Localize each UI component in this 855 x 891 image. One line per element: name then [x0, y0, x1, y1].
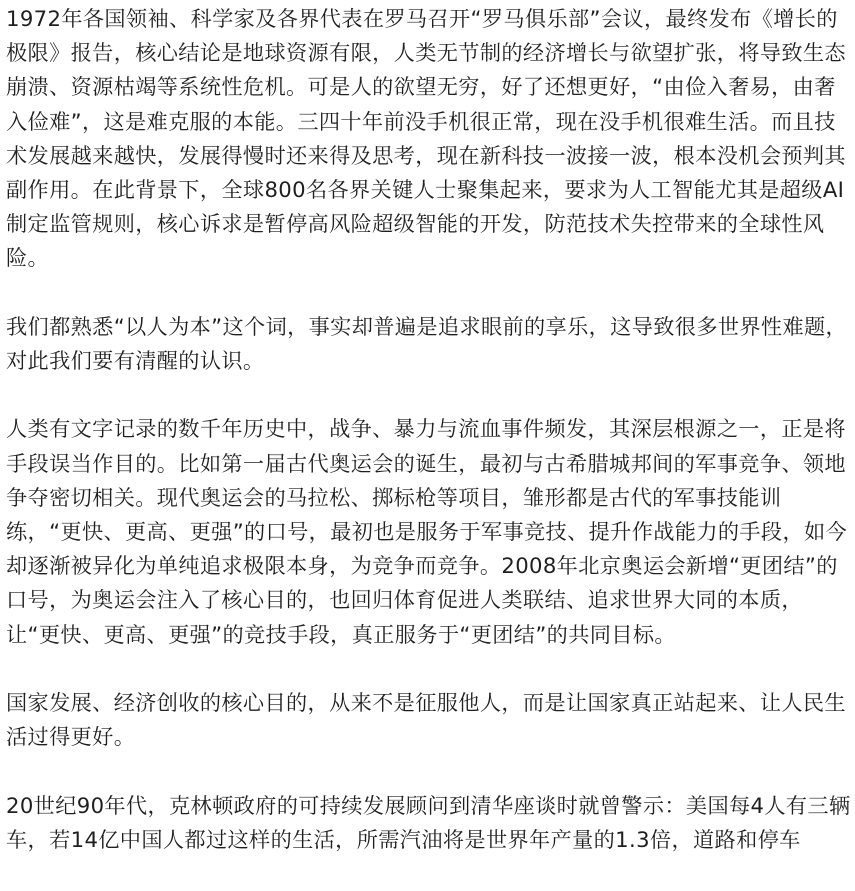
paragraph-clinton-advisor: 20世纪90年代，克林顿政府的可持续发展顾问到清华座谈时就曾警示：美国每4人有三辆车，若14亿中国人都过这样的生活，所需汽油将是世界年产量的1.3倍，道路和停车: [6, 792, 851, 852]
paragraph-people-oriented: 我们都熟悉“以人为本”这个词，事实却普遍是追求眼前的享乐，这导致很多世界性难题，对此我们要有清醒的认识。: [6, 313, 848, 374]
article-body: [6, 2, 855, 891]
paragraph-olympics: 人类有文字记录的数千年历史中，战争、暴力与流血事件频发，其深层根源之一，正是将手段误当作目的。比如第一届古代奥运会的诞生，最初与古希腊城邦间的军事竞争、领地争夺密切相关。现代奥运会的马拉松、掷标枪等项目，雏形都是古代的军事技能训练，“更快、更高、更强”的口号，最初也是服务于军事竞技、提升作战能力的手段，如今却逐渐被异化为单纯追求极限本身，为竞争而竞争。2008年北京奥运会新增“更团结”的口号，为奥运会注入了核心目的，也回归体育促进人类联结、追求世界大同的本质，让“更快、更高、更强”的竞技手段，真正服务于“更团结”的共同目标。: [6, 416, 848, 647]
paragraph-national-development: 国家发展、经济创收的核心目的，从来不是征服他人，而是让国家真正站起来、让人民生活过得更好。: [6, 690, 846, 750]
paragraph-limits-to-growth: 1972年各国领袖、科学家及各界代表在罗马召开“罗马俱乐部”会议，最终发布《增长的极限》报告，核心结论是地球资源有限，人类无节制的经济增长与欲望扩张，将导致生态崩溃、资源枯竭等系统性危机。可是人的欲望无穷，好了还想更好，“由俭入奢易，由奢入俭难”，这是难克服的本能。三四十年前没手机很正常，现在没手机很难生活。而且技术发展越来越快，发展得慢时还来得及思考，现在新科技一波接一波，根本没机会预判其副作用。在此背景下，全球800名各界关键人士聚集起来，要求为人工智能尤其是超级AI制定监管规则，核心诉求是暂停高风险超级智能的开发，防范技术失控带来的全球性风险。: [6, 6, 846, 271]
